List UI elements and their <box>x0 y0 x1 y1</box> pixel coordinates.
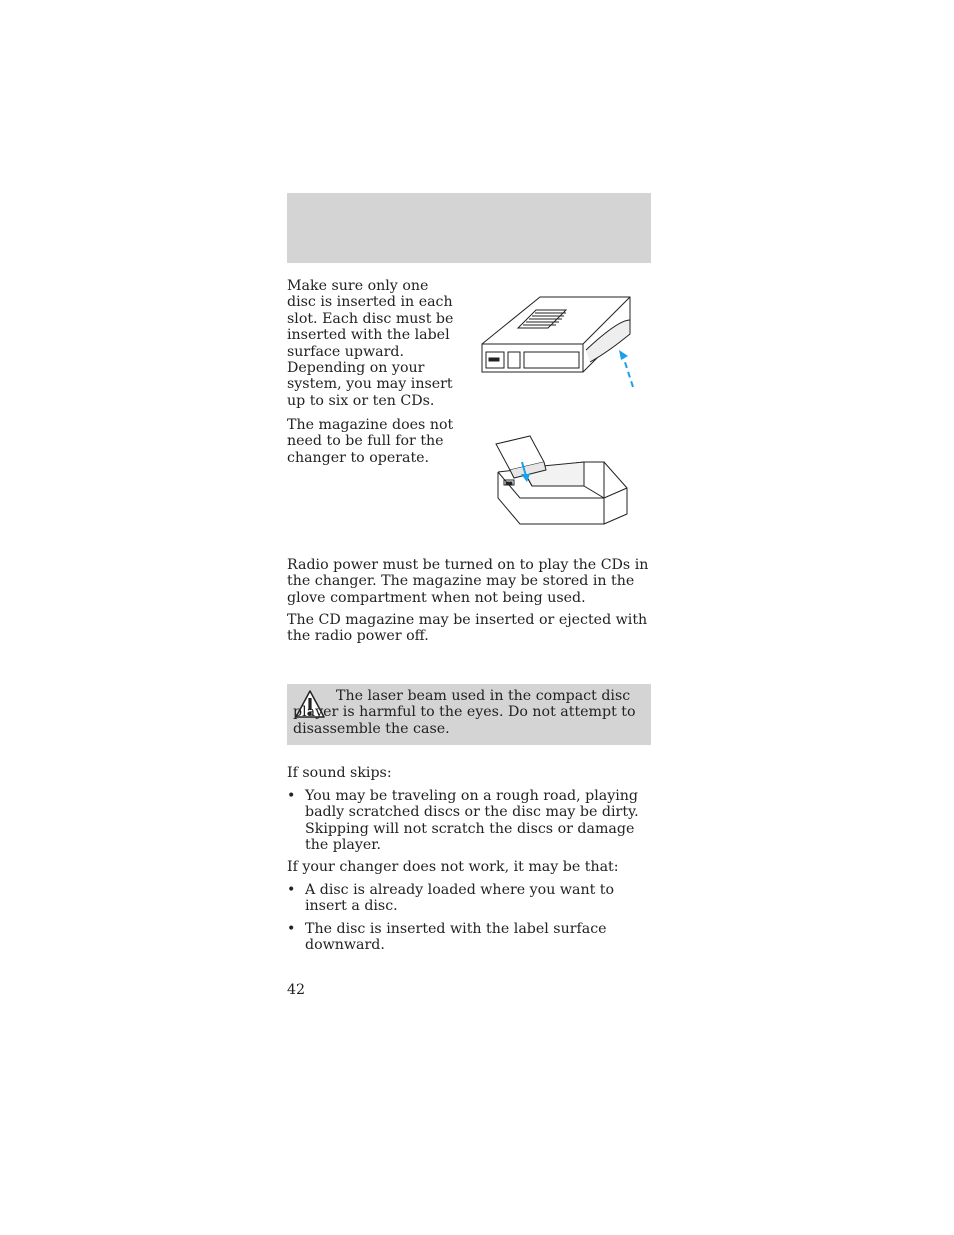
magazine-note: The magazine does not need to be full for the changer to operate. <box>287 417 454 466</box>
bullet-icon: • <box>287 921 296 937</box>
sound-skips-heading: If sound skips: <box>287 765 392 781</box>
page-number: 42 <box>287 982 306 998</box>
cd-magazine-disc-insert-illustration <box>478 292 640 392</box>
bullet-icon: • <box>287 882 296 898</box>
disc-slot-instructions: Make sure only one disc is inserted in each slot. Each disc must be inserted with the label surface upward. Depending on your system, you may insert up to six or ten CDs. <box>287 278 454 409</box>
warning-text: The laser beam used in the compact disc player is harmful to the eyes. Do not attempt to disassemble the case. <box>293 688 636 737</box>
warning-box <box>287 684 651 745</box>
bullet-icon: • <box>287 788 296 804</box>
list-item-text: The disc is inserted with the label surface downward. <box>305 921 607 954</box>
list-item-text: You may be traveling on a rough road, playing badly scratched discs or the disc may be dirty. Skipping will not scratch the discs or damage the player. <box>305 788 639 854</box>
eject-note: The CD magazine may be inserted or ejected with the radio power off. <box>287 612 648 645</box>
section-header-band <box>287 193 651 263</box>
list-item-text: A disc is already loaded where you want to insert a disc. <box>305 882 615 915</box>
radio-power-note: Radio power must be turned on to play the CDs in the changer. The magazine may be stored in the glove compartment when not being used. <box>287 557 649 606</box>
changer-not-working-heading: If your changer does not work, it may be that: <box>287 859 619 875</box>
magazine-insert-changer-illustration <box>492 432 632 528</box>
